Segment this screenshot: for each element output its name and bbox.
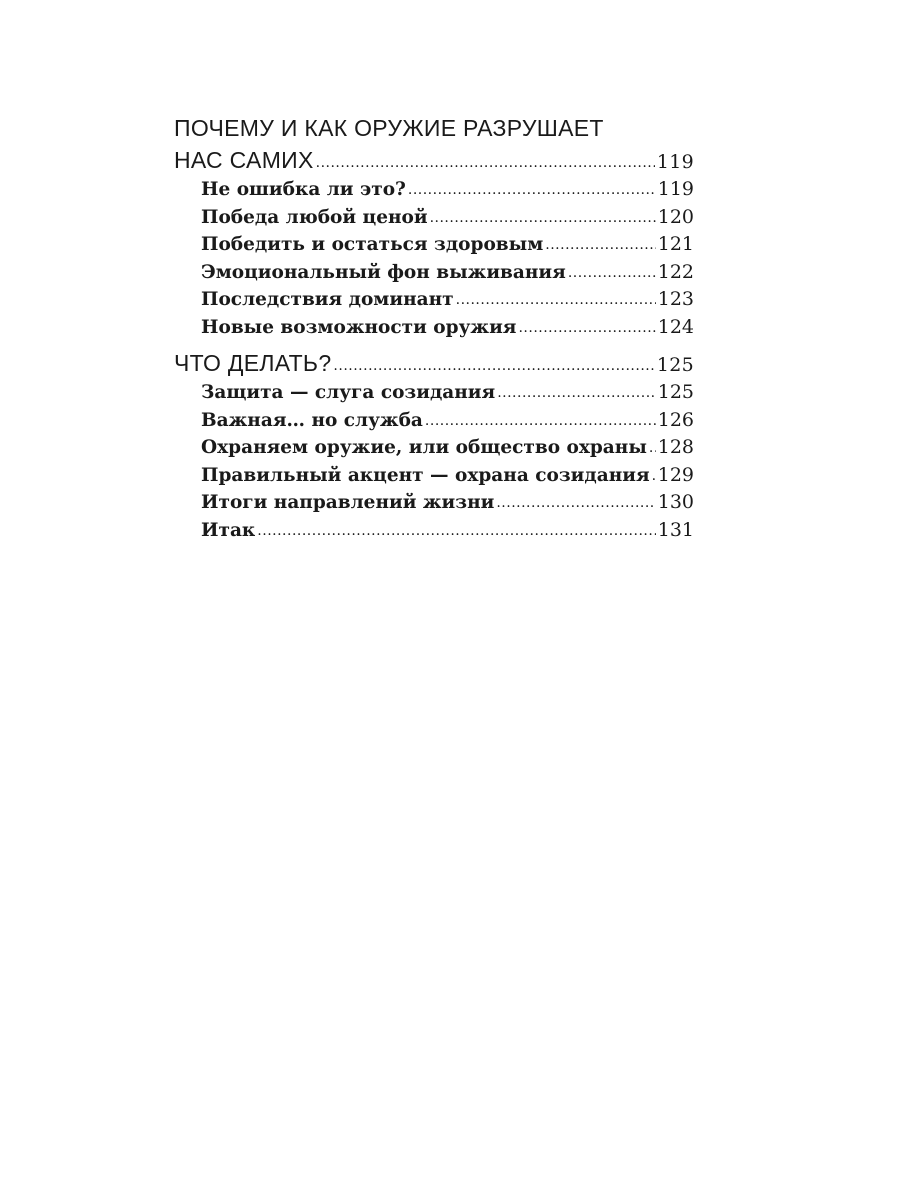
toc-section-entry[interactable] (174, 204, 694, 232)
dot-leader (333, 350, 654, 382)
section-title: Последствия доминант (201, 289, 454, 310)
dot-leader (545, 232, 655, 260)
dot-leader (257, 518, 655, 546)
section-title: Новые возможности оружия (201, 316, 517, 338)
toc-section-entry[interactable] (174, 517, 694, 545)
toc-section-entry[interactable] (174, 489, 694, 517)
toc-chapter-entry[interactable] (174, 347, 694, 379)
chapter-title-continued: НАС САМИХ (174, 147, 314, 173)
page-number: 123 (657, 288, 694, 310)
toc-section-entry[interactable] (174, 407, 694, 435)
section-title: Охраняем оружие, или общество охраны (201, 437, 647, 458)
table-of-contents (174, 112, 694, 544)
toc-section-entry[interactable] (174, 231, 694, 259)
page-number: 124 (657, 315, 694, 338)
page-number: 126 (657, 408, 694, 431)
dot-leader (652, 463, 656, 491)
toc-section-entry[interactable] (174, 434, 694, 462)
page-number: 121 (657, 233, 694, 255)
toc-section-entry[interactable] (174, 462, 694, 490)
section-title: Победа любой ценой (201, 206, 428, 228)
page-number: 129 (657, 463, 694, 486)
toc-chapter-entry[interactable] (174, 144, 694, 176)
chapter-title: ПОЧЕМУ И КАК ОРУЖИЕ РАЗРУШАЕТ (174, 115, 604, 141)
dot-leader (430, 205, 656, 233)
dot-leader (497, 380, 656, 408)
toc-section-entry[interactable] (174, 314, 694, 342)
page-number: 125 (657, 381, 694, 403)
page-number: 130 (657, 491, 694, 513)
page-number: 119 (657, 178, 694, 200)
chapter-title: ЧТО ДЕЛАТЬ? (174, 350, 332, 376)
dot-leader (316, 147, 655, 179)
section-title: Важная… но служба (201, 409, 423, 431)
toc-section-entry[interactable] (174, 379, 694, 407)
section-title: Правильный акцент — охрана созидания (201, 464, 650, 486)
page-number: 128 (657, 436, 694, 458)
section-title: Эмоциональный фон выживания (201, 261, 566, 283)
dot-leader (568, 260, 656, 288)
page-number: 120 (657, 205, 694, 228)
dot-leader (518, 315, 655, 343)
dot-leader (408, 177, 656, 205)
dot-leader (456, 287, 656, 315)
toc-section-entry[interactable] (174, 286, 694, 314)
section-title: Итак (201, 519, 256, 541)
section-title: Защита — слуга созидания (201, 382, 496, 403)
dot-leader (425, 408, 656, 436)
section-title: Победить и остаться здоровым (201, 234, 544, 255)
toc-section-entry[interactable] (174, 259, 694, 287)
section-title: Не ошибка ли это? (201, 179, 406, 200)
toc-section-entry[interactable] (174, 176, 694, 204)
page-number: 131 (657, 518, 694, 541)
dot-leader (649, 435, 656, 463)
section-title: Итоги направлений жизни (201, 492, 495, 513)
dot-leader (496, 490, 655, 518)
page-number: 122 (657, 260, 694, 283)
page-number: 119 (656, 151, 694, 173)
page-number: 125 (656, 354, 694, 376)
